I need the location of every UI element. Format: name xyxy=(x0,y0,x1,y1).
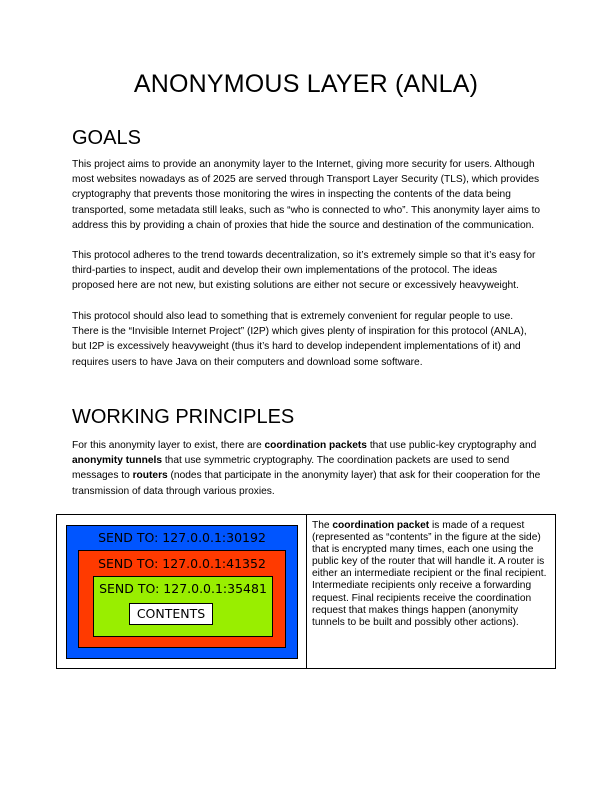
page-title: ANONYMOUS LAYER (ANLA) xyxy=(133,70,479,98)
goals-paragraph-3: This protocol should also lead to something that is extremely convenient for regular people to use. There is the “Invisible Internet Project” (I2P) which gives plenty of inspiration for this protocol (ANLA), but I2P is excessively heavyweight (thus it’s hard to develop independent implementations of it) and requires users to have Java on their computers and download some software. xyxy=(72,311,527,368)
table-divider xyxy=(306,515,307,668)
figure-table xyxy=(56,514,556,669)
middle-layer-label: SEND TO: 127.0.0.1:41352 xyxy=(98,556,266,571)
figure-caption: The coordination packet is made of a request (represented as “contents” in the figure at the side) that is encrypted many times, each one using the public key of the router that will handle it. A router is either an intermediate recipient or the final recipient. Intermediate recipients only receive a forwarding request. Final recipients receive the coordination request that makes things happen (anonymity tunnels to be built and possibly other actions). xyxy=(312,520,547,628)
inner-layer-label: SEND TO: 127.0.0.1:35481 xyxy=(99,581,267,596)
contents-box xyxy=(129,603,213,625)
working-principles-heading: WORKING PRINCIPLES xyxy=(72,406,295,428)
contents-label: CONTENTS xyxy=(136,606,206,621)
outer-layer-label: SEND TO: 127.0.0.1:30192 xyxy=(98,530,266,545)
goals-paragraph-2: This protocol adheres to the trend towards decentralization, so it’s extremely simple so that it’s easy for third-parties to inspect, audit and develop their own implementations of the protocol. The ideas proposed here are not new, but existing solutions are either not secure or excessively heavyweight. xyxy=(72,250,536,292)
goals-paragraph-1: This project aims to provide an anonymity layer to the Internet, giving more security for users. Although most websites nowadays as of 2025 are served through Transport Layer Security (TLS), which provides cryptography that prevents those monitoring the wires in inspecting the contents of the data being transported, some metadata still leaks, such as “who is connected to who”. This anonymity layer aims to address this by providing a chain of proxies that hide the source and destination of the communication. xyxy=(72,159,541,231)
working-principles-paragraph: For this anonymity layer to exist, there are coordination packets that use public-key cryptography and anonymity tunnels that use symmetric cryptography. The coordination packets are used to send messages to routers (nodes that participate in the anonymity layer) that ask for their cooperation for the transmission of data through various proxies. xyxy=(72,440,541,497)
goals-heading: GOALS xyxy=(72,127,141,149)
coordination-packet-figure xyxy=(63,524,297,659)
